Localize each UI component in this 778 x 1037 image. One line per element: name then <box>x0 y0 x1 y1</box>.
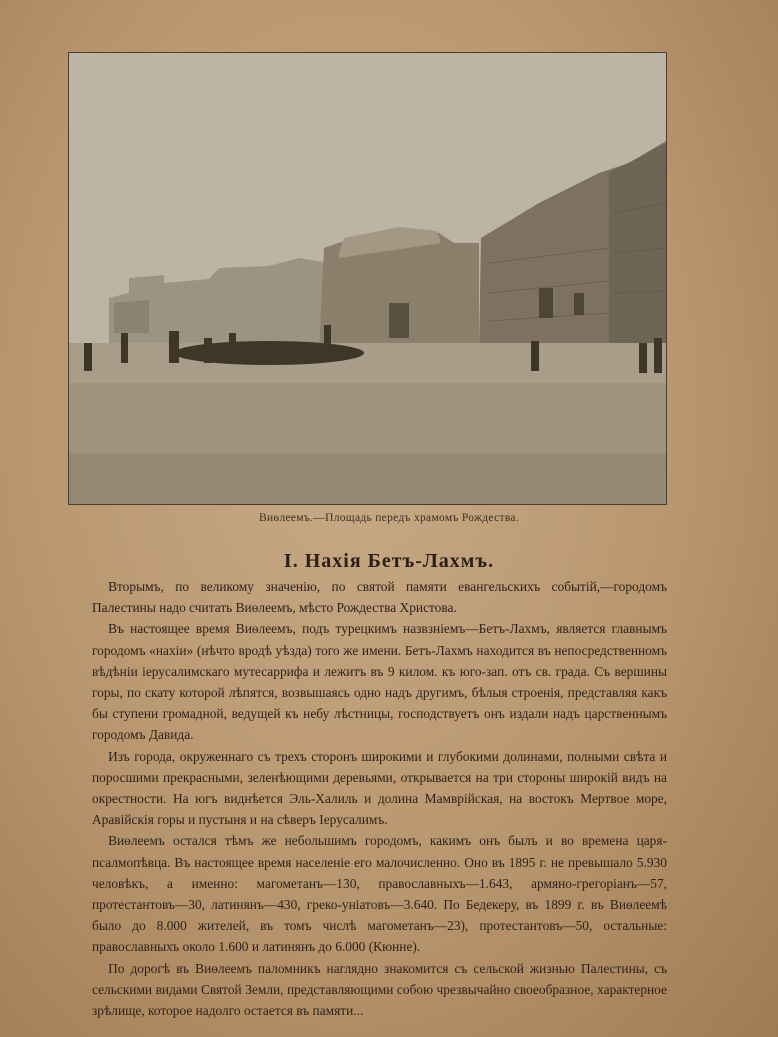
paragraph: По дорогѣ въ Виѳлеемъ паломникъ наглядно знакомится съ сельской жизнью Палестины, съ сельскими видами Святой Земли, представляющими собою чрезвычайно своеобразное, характерное зрѣлище, которое надолго остается въ памяти... <box>92 960 667 1019</box>
paragraph: Виѳлеемъ остался тѣмъ же небольшимъ городомъ, какимъ онъ былъ и во времена царя-псалмопѣвца. Въ настоящее время населеніе его малочисленно. Оно въ 1895 г. не превышало 5.930 человѣкъ, а именно: магометанъ—130, православныхъ—1.643, армяно-грегоріанъ—57, протестантовъ—30, латинянъ—430, греко-уніатовъ—3.640. По Бедекеру, въ 1899 г. въ Виѳлеемѣ было до 8.000 жителей, въ томъ числѣ магометанъ—23), протестантовъ—50, остальные: православныхъ около 1.600 и латинянъ до 6.000 (Кюнне). <box>92 833 667 955</box>
paragraph: Изъ города, окруженнаго съ трехъ сторонъ широкими и глубокими долинами, полными свѣта и поросшими прекрасными, зеленѣющими деревьями, открывается на три стороны широкій видъ на окрестности. На югъ виднѣется Эль-Халиль и долина Мамврійская, на востокъ Мертвое море, Аравійскія горы и пустыня и на сѣверъ Іерусалимъ. <box>92 748 667 828</box>
bethlehem-square-photo <box>68 52 667 505</box>
paragraph: Въ настоящее время Виѳлеемъ, подъ турецкимъ назвзніемъ—Бетъ-Лахмъ, является главнымъ городомъ «нахіи» (нѣчто вродѣ уѣзда) того же имени. Бетъ-Лахмъ находится въ непосредственномъ вѣдѣніи іерусалимскаго мутесаррифа и лежитъ въ 9 килом. къ юго-зап. отъ св. града. Съ вершины горы, по скату которой лѣпятся, возвышаясь одно надъ другимъ, бѣлыя строенія, представляя какъ бы ступени громадной, ведущей къ небу лѣстницы, господствуетъ онъ издали надъ царственнымъ городомъ Давида. <box>92 621 667 743</box>
photo-drawing <box>69 53 666 504</box>
paragraph: Вторымъ, по великому значенію, по святой памяти евангельскихъ событій,—городомъ Палестины надо считать Виѳлеемъ, мѣсто Рождества Христова. <box>92 579 667 616</box>
photo-caption: Виѳлеемъ.—Площадь передъ храмомъ Рождества. <box>258 512 520 524</box>
body-text <box>92 576 667 1021</box>
section-title: I. Нахія Бетъ-Лахмъ. <box>283 550 495 572</box>
